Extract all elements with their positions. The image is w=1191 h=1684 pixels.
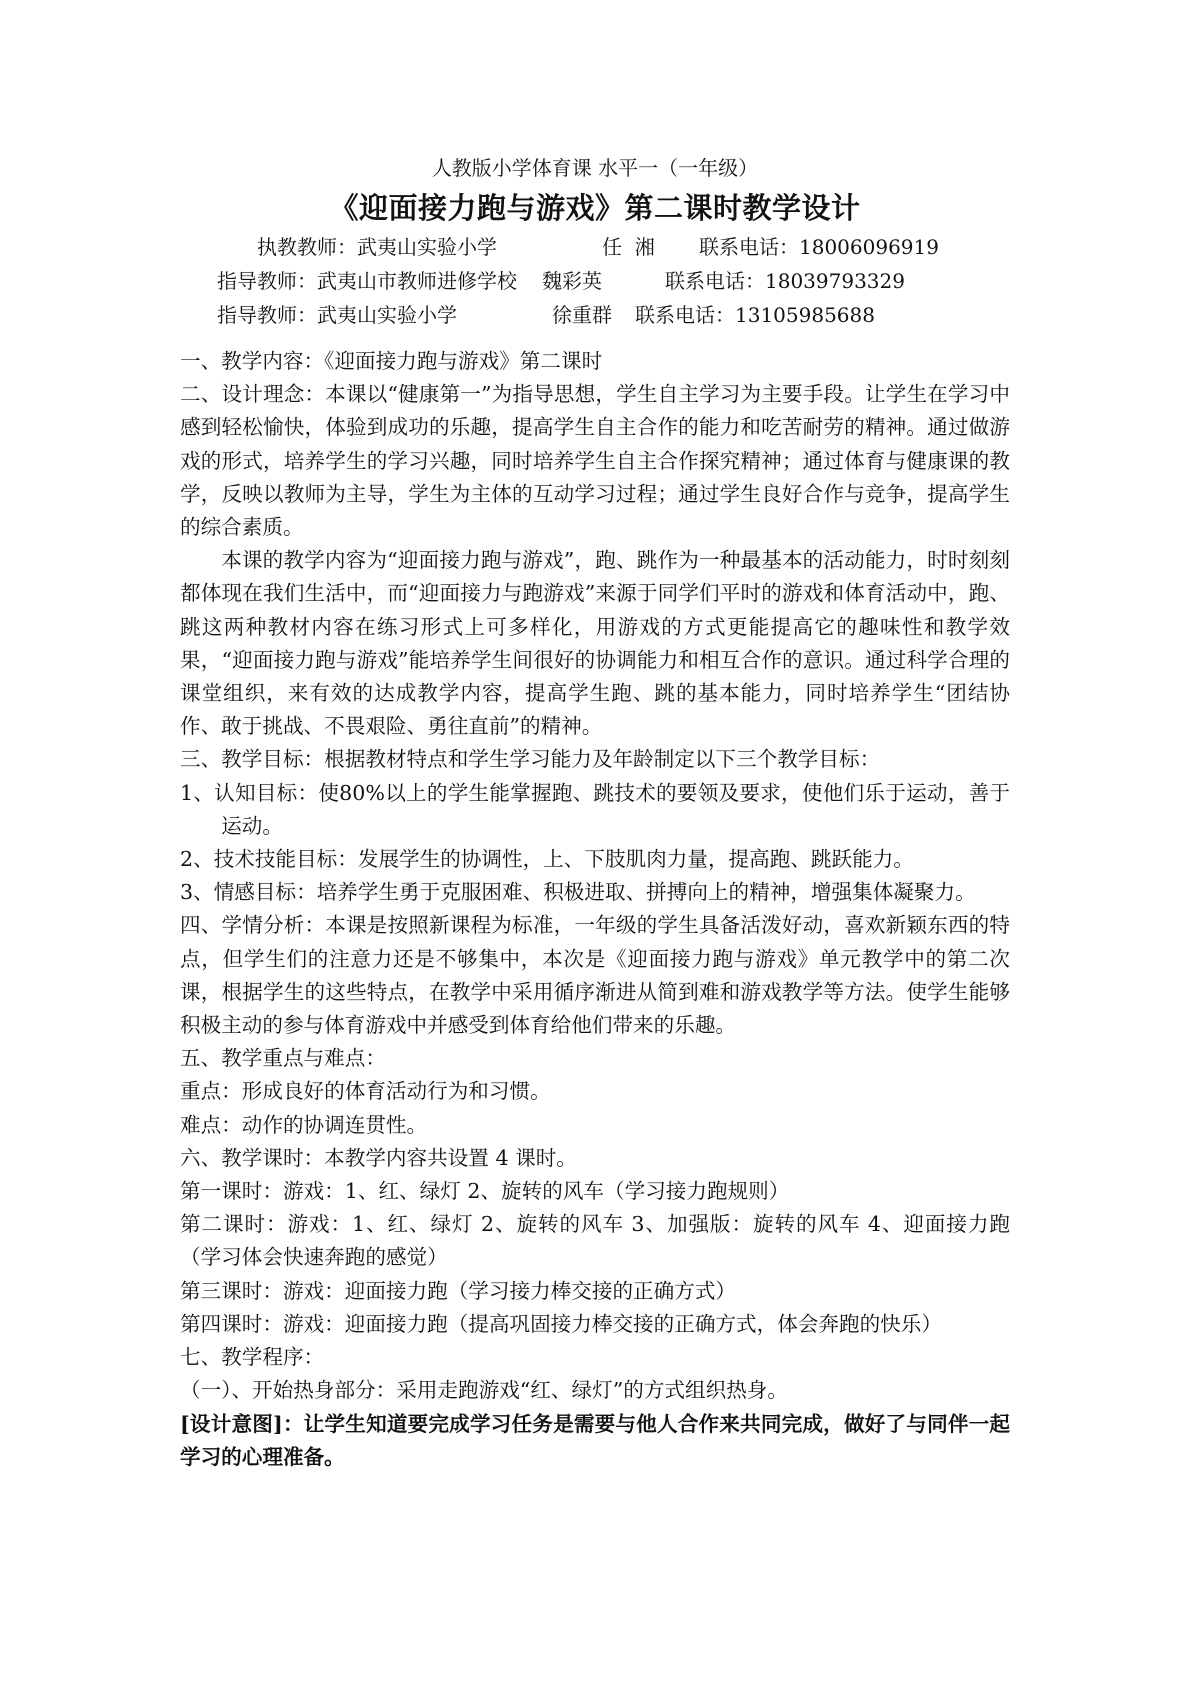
lesson-three: 第三课时：游戏：迎面接力跑（学习接力棒交接的正确方式） bbox=[180, 1278, 737, 1303]
section-design-concept: 二、设计理念：本课以“健康第一”为指导思想，学生自主学习为主要手段。让学生在学习中感到轻松愉快，体验到成功的乐趣，提高学生自主合作的能力和吃苦耐劳的精神。通过做游戏的形式，培养学生的学习兴趣，同时培养学生自主合作探究精神；通过体育与健康课的教学，反映以教师为主导，学生为主体的互动学习过程；通过学生良好合作与竞争，提高学生的综合素质。 bbox=[180, 382, 1010, 540]
section-learner-analysis: 四、学情分析：本课是按照新课程为标准，一年级的学生具备活泼好动，喜欢新颖东西的特点，但学生们的注意力还是不够集中，本次是《迎面接力跑与游戏》单元教学中的第二次课，根据学生的这些特点，在教学中采用循序渐进从简到难和游戏教学等方法。使学生能够积极主动的参与体育游戏中并感受到体育给他们带来的乐趣。 bbox=[180, 913, 1010, 1038]
design-intent: [设计意图]：让学生知道要完成学习任务是需要与他人合作来共同完成，做好了与同伴一起学习的心理准备。 bbox=[180, 1411, 1010, 1469]
section-teaching-content: 一、教学内容：《迎面接力跑与游戏》第二课时 bbox=[180, 349, 603, 373]
lesson-two: 第二课时：游戏：1、红、绿灯 2、旋转的风车 3、加强版：旋转的风车 4、迎面接力跑（学习体会快速奔跑的感觉） bbox=[180, 1212, 1010, 1270]
key-point: 重点：形成良好的体育活动行为和习惯。 bbox=[180, 1079, 551, 1104]
teacher-school: 武夷山实验小学 bbox=[317, 303, 457, 327]
section-class-hours: 六、教学课时：本教学内容共设置 4 课时。 bbox=[180, 1145, 577, 1170]
document-body bbox=[180, 345, 1010, 1474]
section-teaching-objectives: 三、教学目标：根据教材特点和学生学习能力及年龄制定以下三个教学目标： bbox=[180, 747, 881, 772]
document-header bbox=[180, 150, 1010, 332]
objective-affective: 3、情感目标：培养学生勇于克服困难、积极进取、拼搏向上的精神，增强集体凝聚力。 bbox=[180, 880, 976, 905]
section-teaching-procedure: 七、教学程序： bbox=[180, 1345, 325, 1370]
teacher-role: 指导教师： bbox=[217, 303, 317, 327]
teacher-role: 执教教师： bbox=[257, 235, 357, 259]
teacher-school: 武夷山市教师进修学校 bbox=[317, 269, 517, 293]
teacher-name: 徐重群 bbox=[552, 303, 612, 327]
teacher-name: 任 湘 bbox=[602, 235, 655, 259]
objective-skill: 2、技术技能目标：发展学生的协调性，上、下肢肌肉力量，提高跑、跳跃能力。 bbox=[180, 847, 914, 872]
lesson-four: 第四课时：游戏：迎面接力跑（提高巩固接力棒交接的正确方式，体会奔跑的快乐） bbox=[180, 1311, 942, 1336]
document-title: 《迎面接力跑与游戏》第二课时教学设计 bbox=[329, 191, 861, 225]
teacher-phone: 联系电话：13105985688 bbox=[635, 303, 875, 327]
course-subtitle: 人教版小学体育课 水平一（一年级） bbox=[431, 156, 759, 180]
teacher-phone: 联系电话：18039793329 bbox=[665, 269, 905, 293]
lesson-one: 第一课时：游戏：1、红、绿灯 2、旋转的风车（学习接力跑规则） bbox=[180, 1179, 790, 1204]
section-key-points: 五、教学重点与难点： bbox=[180, 1046, 386, 1071]
teacher-name: 魏彩英 bbox=[542, 269, 602, 293]
objective-cognitive: 1、认知目标：使80%以上的学生能掌握跑、跳技术的要领及要求，使他们乐于运动，善于运动。 bbox=[180, 780, 1010, 838]
teacher-line bbox=[180, 298, 1010, 332]
teacher-phone: 联系电话：18006096919 bbox=[699, 235, 939, 259]
teacher-line bbox=[180, 264, 1010, 298]
teacher-role: 指导教师： bbox=[217, 269, 317, 293]
difficult-point: 难点：动作的协调连贯性。 bbox=[180, 1112, 428, 1137]
paragraph-content-description: 本课的教学内容为“迎面接力跑与游戏”，跑、跳作为一种最基本的活动能力，时时刻刻都体现在我们生活中，而“迎面接力与跑游戏”来源于同学们平时的游戏和体育活动中，跑、跳这两种教材内容在练习形式上可多样化，用游戏的方式更能提高它的趣味性和教学效果，“迎面接力跑与游戏”能培养学生间很好的协调能力和相互合作的意识。通过科学合理的课堂组织，来有效的达成教学内容，提高学生跑、跳的基本能力，同时培养学生“团结协作、敢于挑战、不畏艰险、勇往直前”的精神。 bbox=[180, 548, 1010, 739]
teacher-line bbox=[180, 230, 1010, 264]
teacher-school: 武夷山实验小学 bbox=[357, 235, 497, 259]
procedure-warmup: （一）、开始热身部分：采用走跑游戏“红、绿灯”的方式组织热身。 bbox=[180, 1378, 788, 1403]
